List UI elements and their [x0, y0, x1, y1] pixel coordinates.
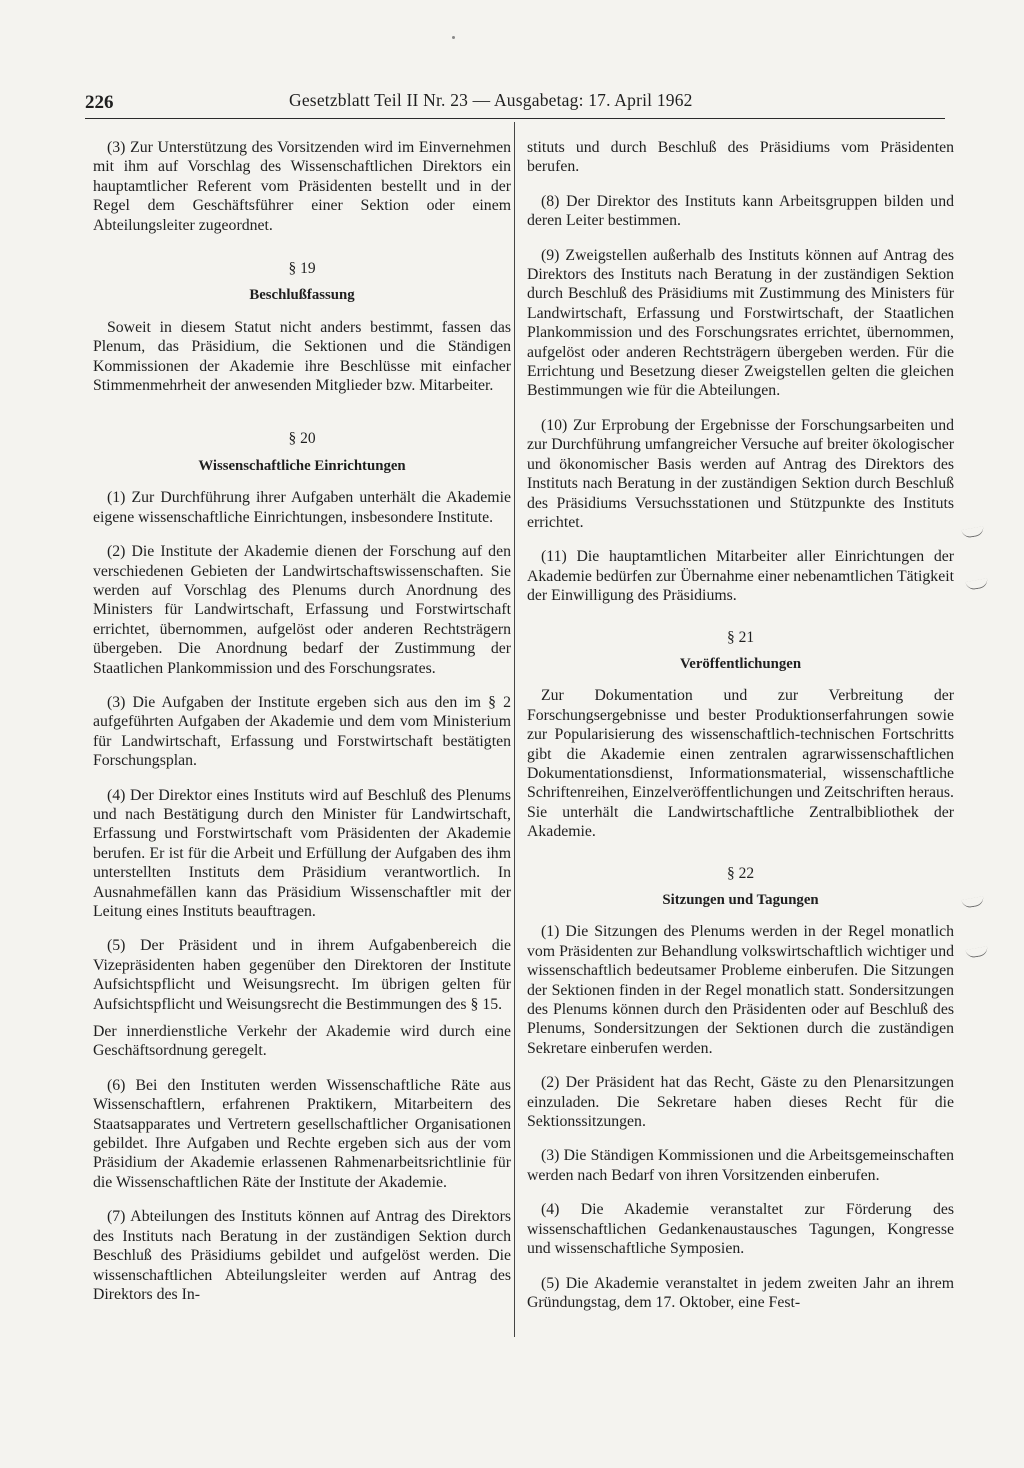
paragraph-20-7-continued: stituts und durch Beschluß des Präsidiums vom Präsidenten berufen.	[527, 139, 954, 176]
column-divider	[514, 122, 515, 1337]
paragraph-22-5: (5) Die Akademie veranstaltet in jedem zweiten Jahr an ihrem Gründungstag, dem 17. Oktober, eine Fest-	[527, 1274, 954, 1311]
margin-check-mark	[961, 526, 984, 539]
paragraph-20-6: (6) Bei den Instituten werden Wissenschaftliche Räte aus Wissenschaftlern, erfahrenen Praktikern, Mitarbeitern des Staatsapparates und Vertretern gesellschaftlicher Organisationen gebildet. Ihre Aufgaben und Rechte ergeben sich aus der vom Präsidium der Akademie erlassenen Rahmenarbeitsrichtlinie für die Wissenschaftlichen Räte der Institute der Akademie.	[93, 1076, 511, 1191]
paragraph-20-8: (8) Der Direktor des Instituts kann Arbeitsgruppen bilden und deren Leiter bestimmen.	[527, 192, 954, 230]
paragraph-20-1: (1) Zur Durchführung ihrer Aufgaben unterhält die Akademie eigene wissenschaftliche Einrichtungen, insbesondere Institute.	[93, 489, 511, 526]
left-column	[93, 138, 511, 1319]
paragraph-20-11: (11) Die hauptamtlichen Mitarbeiter aller Einrichtungen der Akademie bedürfen zur Übernahme einer nebenamtlichen Tätigkeit der Einwilligung des Präsidiums.	[527, 548, 954, 605]
paragraph-22-3: (3) Die Ständigen Kommissionen und die Arbeitsgemeinschaften werden nach Bedarf von ihren Vorsitzenden einberufen.	[527, 1147, 954, 1184]
section-22-title: Sitzungen und Tagungen	[662, 892, 819, 908]
paragraph-20-3: (3) Die Aufgaben der Institute ergeben sich aus den im § 2 aufgeführten Aufgaben der Akademie und dem vom Ministerium für Landwirtschaft, Erfassung und Forstwirtschaft bestätigten Forschungsplan.	[93, 693, 511, 770]
header-title: Gesetzblatt Teil II Nr. 23 — Ausgabetag: 17. April 1962	[289, 90, 693, 110]
margin-check-mark	[965, 946, 988, 959]
margin-check-mark	[965, 578, 988, 591]
paragraph-20-9: (9) Zweigstellen außerhalb des Instituts können auf Antrag des Direktors des Instituts nach Beratung in der zuständigen Sektion durch Beschluß des Präsidiums mit Zustimmung des Ministers für Landwirtschaft, Erfassung und Forstwirtschaft, der Staatlichen Plankommission und des Forschungsrates errichtet, übernommen, aufgelöst oder anderen Rechtsträgern übergeben werden. Für die Errichtung und Besetzung dieser Zweigstellen gelten die gleichen Bestimmungen wie für die Abteilungen.	[527, 246, 954, 400]
section-20-number: § 20	[288, 430, 316, 448]
right-column	[527, 138, 954, 1327]
section-20-title: Wissenschaftliche Einrichtungen	[198, 457, 406, 474]
margin-check-mark	[961, 896, 984, 909]
page-header	[85, 88, 945, 119]
paragraph-20-5: (5) Der Präsident und in ihrem Aufgabenbereich die Vizepräsidenten haben gegenüber den Direktoren der Institute Aufsichtspflicht und Weisungsrecht. Im übrigen gelten für Aufsichtspflicht und Weisungsrecht die Bestimmungen des § 15.	[93, 937, 511, 1013]
paragraph-22-1: (1) Die Sitzungen des Plenums werden in der Regel monatlich vom Präsidenten zur Behandlung volkswirtschaftlich wichtiger und wissenschaftlich bedeutsamer Probleme einberufen. Die Sitzungen der Sektionen finden in der Regel monatlich statt. Sondersitzungen des Plenums können durch den Präsidenten oder auf Beschluß des Plenums, Sondersitzungen der Sektionen durch die zuständigen Sekretare einberufen werden.	[527, 923, 954, 1057]
paragraph-20-10: (10) Zur Erprobung der Ergebnisse der Forschungsarbeiten und zur Durchführung umfangreicher Versuche auf breiter ökologischer und ökonomischer Basis werden auf Antrag des Direktors des Instituts nach Beratung in der zuständigen Sektion durch Beschluß des Präsidiums Versuchsstationen und Stützpunkte des Instituts errichtet.	[527, 416, 954, 531]
paragraph-20-4: (4) Der Direktor eines Instituts wird auf Beschluß des Plenums und nach Bestätigung durch den Minister für Landwirtschaft, Erfassung und Forstwirtschaft vom Präsidenten der Akademie berufen. Er ist für die Arbeit und Erfüllung der Aufgaben des ihm unterstellten Instituts dem Präsidium verantwortlich. In Ausnahmefällen kann das Präsidium Wissenschaftler mit der Leitung eines Instituts beauftragen.	[93, 786, 511, 920]
section-19-number: § 19	[288, 260, 316, 278]
paragraph-18-3: (3) Zur Unterstützung des Vorsitzenden wird im Einvernehmen mit ihm auf Vorschlag des Wissenschaftlichen Direktors ein hauptamtlicher Referent vom Präsidenten bestellt und in der Regel dem Geschäftsführer einer Sektion oder einem Abteilungsleiter zugeordnet.	[93, 139, 511, 234]
section-19-title: Beschlußfassung	[249, 287, 355, 304]
scan-speck	[452, 36, 455, 39]
paragraph-20-7: (7) Abteilungen des Instituts können auf Antrag des Direktors des Instituts nach Beratung in der zuständigen Sektion durch Beschluß des Präsidiums gebildet und aufgelöst werden. Die wissenschaftlichen Abteilungsleiter werden auf Antrag des Direktors des In-	[93, 1208, 511, 1303]
section-21-text: Zur Dokumentation und zur Verbreitung der Forschungsergebnisse und bester Produktionserfahrungen sowie zur Popularisierung des wissenschaftlich-technischen Fortschritts gibt die Akademie einen zentralen agrarwissenschaftlichen Dokumentationsdienst, Informationsmaterial, wissenschaftliche Schriftenreihen, Einzelveröffentlichungen und Zeitschriften heraus. Sie unterhält die Landwirtschaftliche Zentralbibliothek der Akademie.	[527, 687, 954, 841]
section-19-text: Soweit in diesem Statut nicht anders bestimmt, fassen das Plenum, das Präsidium, die Sektionen und die Ständigen Kommissionen der Akademie ihre Beschlüsse mit einfacher Stimmenmehrheit der anwesenden Mitglieder bzw. Mitarbeiter.	[93, 318, 511, 395]
paragraph-22-2: (2) Der Präsident hat das Recht, Gäste zu den Plenarsitzungen einzuladen. Die Sekretare haben dieses Recht für die Sektionssitzungen.	[527, 1074, 954, 1131]
section-22-number: § 22	[726, 864, 755, 882]
paragraph-22-4: (4) Die Akademie veranstaltet zur Förderung des wissenschaftlichen Gedankenaustausches Tagungen, Kongresse und wissenschaftliche Symposien.	[527, 1201, 954, 1258]
section-21-title: Veröffentlichungen	[679, 655, 802, 672]
paragraph-20-5b: Der innerdienstliche Verkehr der Akademie wird durch eine Geschäftsordnung geregelt.	[93, 1023, 511, 1060]
section-21-number: § 21	[726, 628, 755, 646]
page-number: 226	[85, 92, 114, 113]
paragraph-20-2: (2) Die Institute der Akademie dienen der Forschung auf den verschiedenen Gebieten der Landwirtschaftswissenschaften. Sie werden auf Vorschlag des Plenums durch Anordnung des Ministers für Landwirtschaft, Erfassung und Forstwirtschaft errichtet, übernommen, aufgelöst oder anderen Rechtsträgern übergeben. Die Anordnung bedarf der Zustimmung der Staatlichen Plankommission und des Forschungsrates.	[93, 543, 511, 677]
